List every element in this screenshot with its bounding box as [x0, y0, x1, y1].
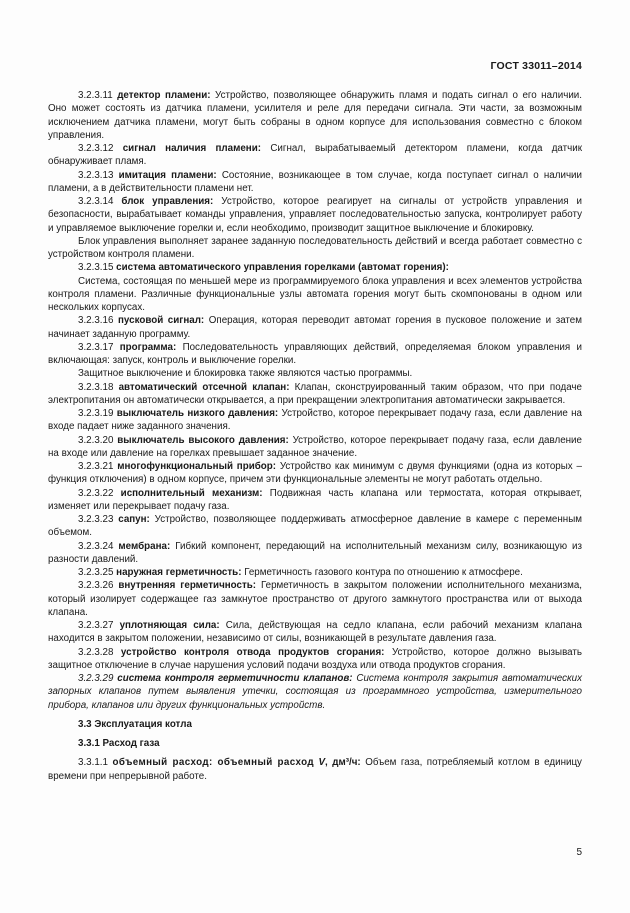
- paragraph: Защитное выключение и блокировка также являются частью программы.: [78, 368, 413, 380]
- definition-3.3.1.1: 3.3.1.1 объемный расход: объемный расход V, дм³/ч: Объем газа, потребляемый котлом в единицу времени при непрерывной работе.: [48, 757, 582, 782]
- document-code: ГОСТ 33011–2014: [490, 60, 582, 72]
- page-number: 5: [576, 847, 582, 858]
- definition-3.2.3.24: 3.2.3.24 мембрана: Гибкий компонент, передающий на исполнительный механизм силу, возникающую из разности давлений.: [48, 540, 582, 565]
- definition-3.2.3.28: 3.2.3.28 устройство контроля отвода продуктов сгорания: Устройство, которое должно вызывать защитное отключение в случае нарушения условий подачи воздуха или отвода продуктов сгорания.: [48, 646, 582, 671]
- section-heading-3.3.1: 3.3.1 Расход газа: [78, 738, 160, 749]
- definition-3.2.3.12: 3.2.3.12 сигнал наличия пламени: Сигнал, вырабатываемый детектором пламени, когда датчик обнаруживает пламя.: [48, 143, 582, 168]
- definition-3.2.3.17: 3.2.3.17 программа: Последовательность управляющих действий, определяемая блоком управления и включающая: запуск, контроль и выключение горелки.: [48, 341, 582, 366]
- definition-3.2.3.13: 3.2.3.13 имитация пламени: Состояние, возникающее в том случае, когда поступает сигнал о наличии пламени, а в действительности пламени нет.: [48, 169, 582, 194]
- section-heading-3.3: 3.3 Эксплуатация котла: [78, 718, 192, 730]
- definition-3.2.3.21: 3.2.3.21 многофункциональный прибор: Устройство как минимум с двумя функциями (одна из которых – функция отключения) в одном корпусе, причем эти функциональные элементы не могут работать отдельно.: [48, 461, 582, 486]
- definition-3.2.3.23: 3.2.3.23 сапун: Устройство, позволяющее поддерживать атмосферное давление в камере с переменным объемом.: [48, 514, 582, 539]
- definition-3.2.3.26: 3.2.3.26 внутренняя герметичность: Герметичность в закрытом положении исполнительного механизма, который изолирует содержащее газ замкнутое пространство от другого замкнутого пространства или от выхода клапана.: [48, 580, 582, 618]
- paragraph: Система, состоящая по меньшей мере из программируемого блока управления и всех элементов устройства контроля пламени. Различные функциональные узлы автомата горения могут быть скомпонованы в одном или нескольких корпусах.: [48, 275, 582, 313]
- definition-3.2.3.16: 3.2.3.16 пусковой сигнал: Операция, которая переводит автомат горения в пусковое положение и затем начинает заданную программу.: [48, 315, 582, 340]
- paragraph: Блок управления выполняет заранее заданную последовательность действий и всегда работает совместно с устройством контроля пламени.: [48, 235, 582, 260]
- definition-3.2.3.11: 3.2.3.11 детектор пламени: Устройство, позволяющее обнаружить пламя и подать сигнал о его наличии. Оно может состоять из датчика пламени, усилителя и реле для передачи сигнала. Эти части, за возможным исключением датчика пламени, могут быть собраны в одном корпусе для использования совместно с блоком управления.: [48, 90, 583, 141]
- definition-3.2.3.27: 3.2.3.27 уплотняющая сила: Сила, действующая на седло клапана, если рабочий механизм клапана находится в закрытом положении, независимо от силы, возникающей в результате давления газа.: [48, 620, 582, 645]
- definition-3.2.3.15: 3.2.3.15 система автоматического управления горелками (автомат горения):: [78, 262, 449, 274]
- definition-3.2.3.18: 3.2.3.18 автоматический отсечной клапан: Клапан, сконструированный таким образом, что при подаче электропитания он автоматически открывается, а при прекращении электропитания автоматически закрывается.: [48, 381, 582, 406]
- document-body: [48, 89, 582, 783]
- definition-3.2.3.29: 3.2.3.29 система контроля герметичности клапанов: Система контроля закрытия автоматических запорных клапанов путем выявления утечки, состоящая из программного устройства, измерительного прибора, клапанов или других функциональных устройств.: [48, 673, 583, 711]
- definition-3.2.3.20: 3.2.3.20 выключатель высокого давления: Устройство, которое перекрывает подачу газа, если давление на входе или давление на горелках превышает заданное значение.: [48, 434, 582, 459]
- definition-3.2.3.19: 3.2.3.19 выключатель низкого давления: Устройство, которое перекрывает подачу газа, если давление на входе падает ниже заданного значения.: [48, 408, 582, 433]
- definition-3.2.3.14: 3.2.3.14 блок управления: Устройство, которое реагирует на сигналы от устройств управления и безопасности, вырабатывает команды управления, управляет последовательностью запуска, контролирует работу и управляемое выключение горелки и, если необходимо, производит защитное выключение и блокировку.: [48, 196, 582, 234]
- definition-3.2.3.25: 3.2.3.25 наружная герметичность: Герметичность газового контура по отношению к атмосфере.: [78, 567, 523, 578]
- definition-3.2.3.22: 3.2.3.22 исполнительный механизм: Подвижная часть клапана или термостата, которая открывает, изменяет или перекрывает подачу газа.: [48, 487, 582, 512]
